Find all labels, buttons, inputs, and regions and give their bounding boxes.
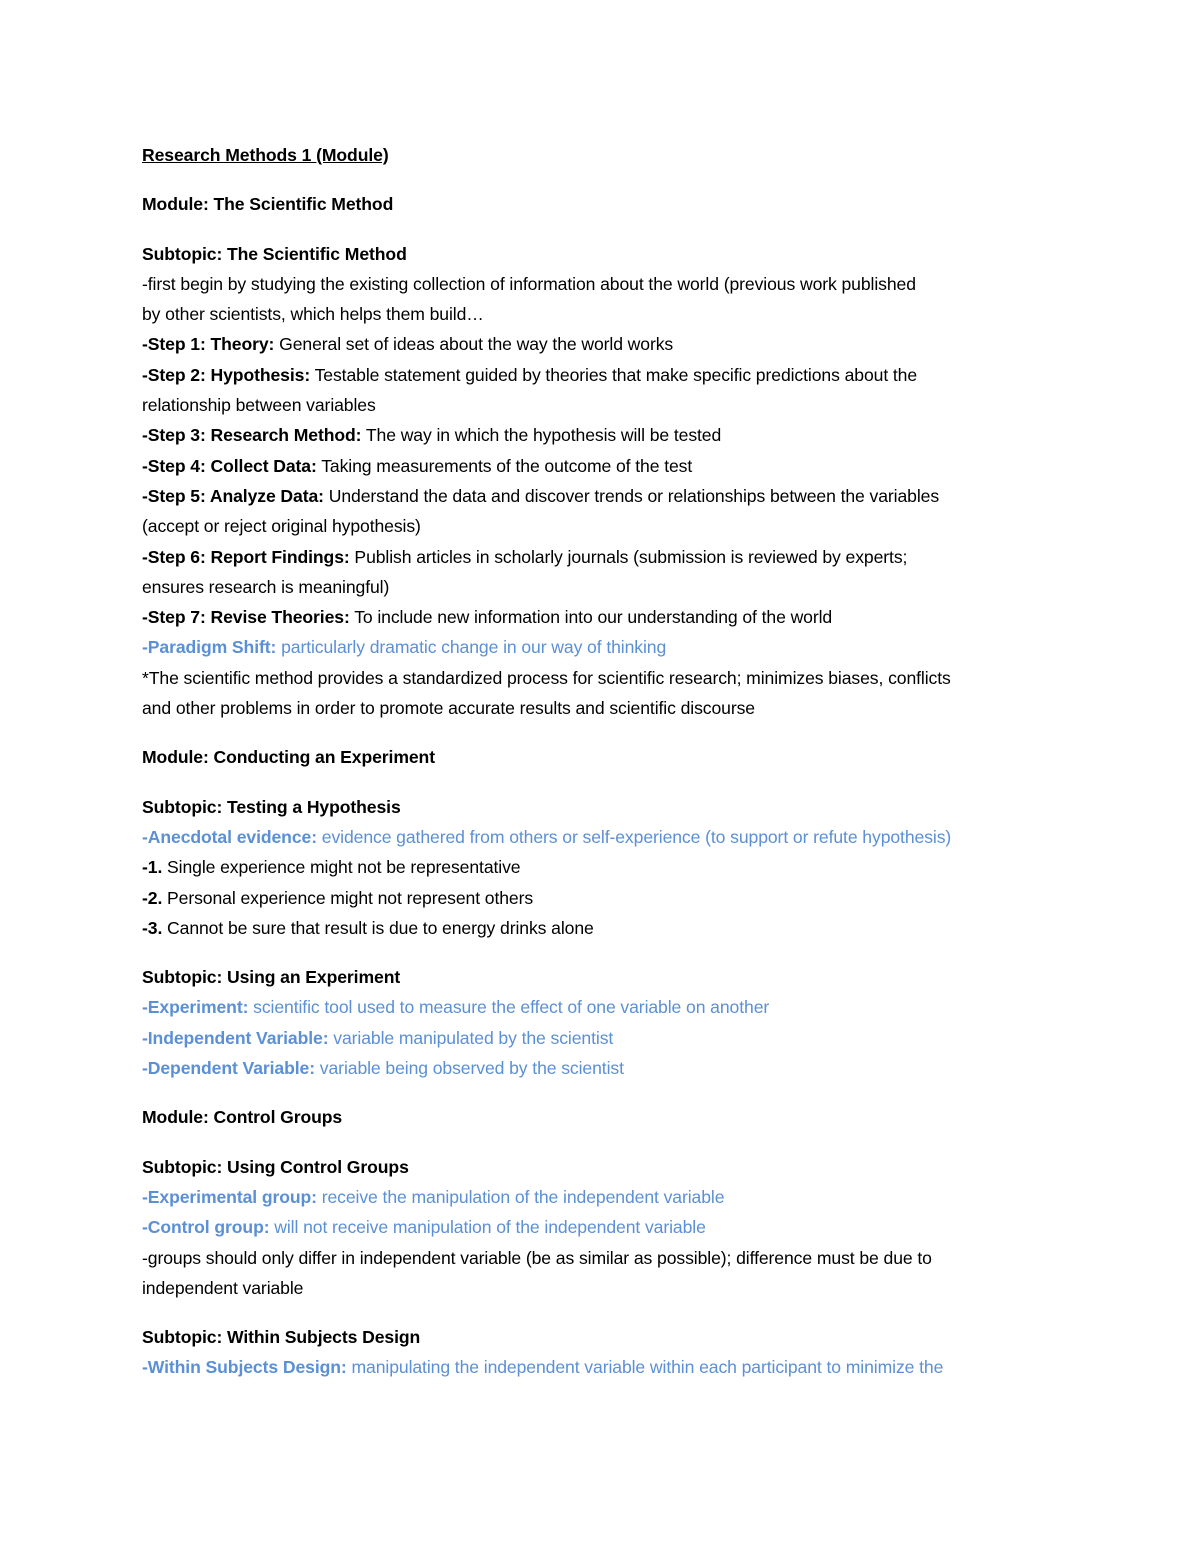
- def-within-subjects-design-label: -Within Subjects Design:: [142, 1357, 347, 1378]
- def-within-subjects-design: [142, 1352, 1072, 1382]
- def-independent-variable: [142, 1023, 1072, 1053]
- step-1-text: General set of ideas about the way the world works: [274, 334, 674, 355]
- step-7-label: -Step 7: Revise Theories:: [142, 607, 350, 628]
- step-1-label: -Step 1: Theory:: [142, 334, 275, 355]
- note-line-2: and other problems in order to promote accurate results and scientific discourse: [142, 698, 755, 719]
- def-independent-variable-text: variable manipulated by the scientist: [328, 1027, 614, 1048]
- def-independent-variable-label: -Independent Variable:: [142, 1027, 329, 1048]
- subtopic-using-control-groups: Subtopic: Using Control Groups: [142, 1156, 409, 1177]
- step-5: [142, 481, 1072, 511]
- anecdotal-evidence-label: -Anecdotal evidence:: [142, 826, 317, 847]
- intro-line-1: -first begin by studying the existing collection of information about the world (previous work published: [142, 273, 916, 294]
- point-2: [142, 883, 1072, 913]
- def-dependent-variable: [142, 1053, 1072, 1083]
- step-2-label: -Step 2: Hypothesis:: [142, 364, 311, 385]
- note-line-1: *The scientific method provides a standardized process for scientific research; minimizes biases, conflicts: [142, 667, 951, 688]
- step-2-text: Testable statement guided by theories that make specific predictions about the: [310, 364, 918, 385]
- anecdotal-evidence-text: evidence gathered from others or self-experience (to support or refute hypothesis): [316, 826, 952, 847]
- step-7: [142, 602, 1072, 632]
- def-within-subjects-design-text: manipulating the independent variable within each participant to minimize the: [346, 1357, 944, 1378]
- step-6: [142, 542, 1072, 572]
- def-experiment: [142, 992, 1072, 1022]
- step-3: [142, 420, 1072, 450]
- def-experimental-group-label: -Experimental group:: [142, 1186, 317, 1207]
- step-3-text: The way in which the hypothesis will be tested: [361, 425, 722, 446]
- subtopic-using-experiment: Subtopic: Using an Experiment: [142, 967, 401, 988]
- step-6-text: Publish articles in scholarly journals (submission is reviewed by experts;: [349, 546, 908, 567]
- subtopic-testing-hypothesis: Subtopic: Testing a Hypothesis: [142, 796, 401, 817]
- def-dependent-variable-text: variable being observed by the scientist: [315, 1058, 624, 1079]
- step-4-label: -Step 4: Collect Data:: [142, 455, 317, 476]
- groups-line-1: -groups should only differ in independent variable (be as similar as possible); difference must be due to: [142, 1247, 932, 1268]
- point-1: [142, 852, 1072, 882]
- def-control-group-label: -Control group:: [142, 1217, 270, 1238]
- step-5-label: -Step 5: Analyze Data:: [142, 485, 324, 506]
- step-2: [142, 360, 1072, 390]
- def-experimental-group: [142, 1182, 1072, 1212]
- subtopic-within-subjects-design: Subtopic: Within Subjects Design: [142, 1327, 421, 1348]
- document-title: Research Methods 1 (Module): [142, 145, 389, 165]
- def-control-group: [142, 1212, 1072, 1242]
- paradigm-shift-label: -Paradigm Shift:: [142, 637, 277, 658]
- paradigm-shift-text: particularly dramatic change in our way of thinking: [276, 637, 667, 658]
- def-control-group-text: will not receive manipulation of the independent variable: [269, 1217, 706, 1238]
- step-6-label: -Step 6: Report Findings:: [142, 546, 350, 567]
- anecdotal-evidence: [142, 822, 1072, 852]
- point-1-text: Single experience might not be representative: [162, 857, 521, 878]
- def-experiment-label: -Experiment:: [142, 997, 249, 1018]
- groups-line-2: independent variable: [142, 1277, 304, 1298]
- def-experiment-text: scientific tool used to measure the effect of one variable on another: [248, 997, 770, 1018]
- module-heading-conducting-experiment: Module: Conducting an Experiment: [142, 747, 435, 768]
- def-experimental-group-text: receive the manipulation of the independent variable: [316, 1186, 725, 1207]
- intro-line-2: by other scientists, which helps them build…: [142, 304, 484, 325]
- step-3-label: -Step 3: Research Method:: [142, 425, 362, 446]
- step-4-text: Taking measurements of the outcome of the test: [316, 455, 693, 476]
- step-7-text: To include new information into our understanding of the world: [349, 607, 833, 628]
- point-1-label: -1.: [142, 857, 163, 878]
- point-3-text: Cannot be sure that result is due to energy drinks alone: [162, 917, 594, 938]
- step-5-text: Understand the data and discover trends or relationships between the variables: [323, 485, 940, 506]
- subtopic-scientific-method: Subtopic: The Scientific Method: [142, 243, 407, 264]
- document-body: [142, 140, 1072, 1383]
- point-3: [142, 913, 1072, 943]
- point-2-text: Personal experience might not represent others: [162, 887, 534, 908]
- point-2-label: -2.: [142, 887, 163, 908]
- point-3-label: -3.: [142, 917, 163, 938]
- step-1: [142, 329, 1072, 359]
- paradigm-shift: [142, 632, 1072, 662]
- step-2-continued: relationship between variables: [142, 395, 376, 416]
- module-heading-control-groups: Module: Control Groups: [142, 1107, 343, 1128]
- step-5-continued: (accept or reject original hypothesis): [142, 516, 421, 537]
- module-heading-scientific-method: Module: The Scientific Method: [142, 194, 394, 215]
- def-dependent-variable-label: -Dependent Variable:: [142, 1058, 316, 1079]
- step-6-continued: ensures research is meaningful): [142, 576, 390, 597]
- step-4: [142, 451, 1072, 481]
